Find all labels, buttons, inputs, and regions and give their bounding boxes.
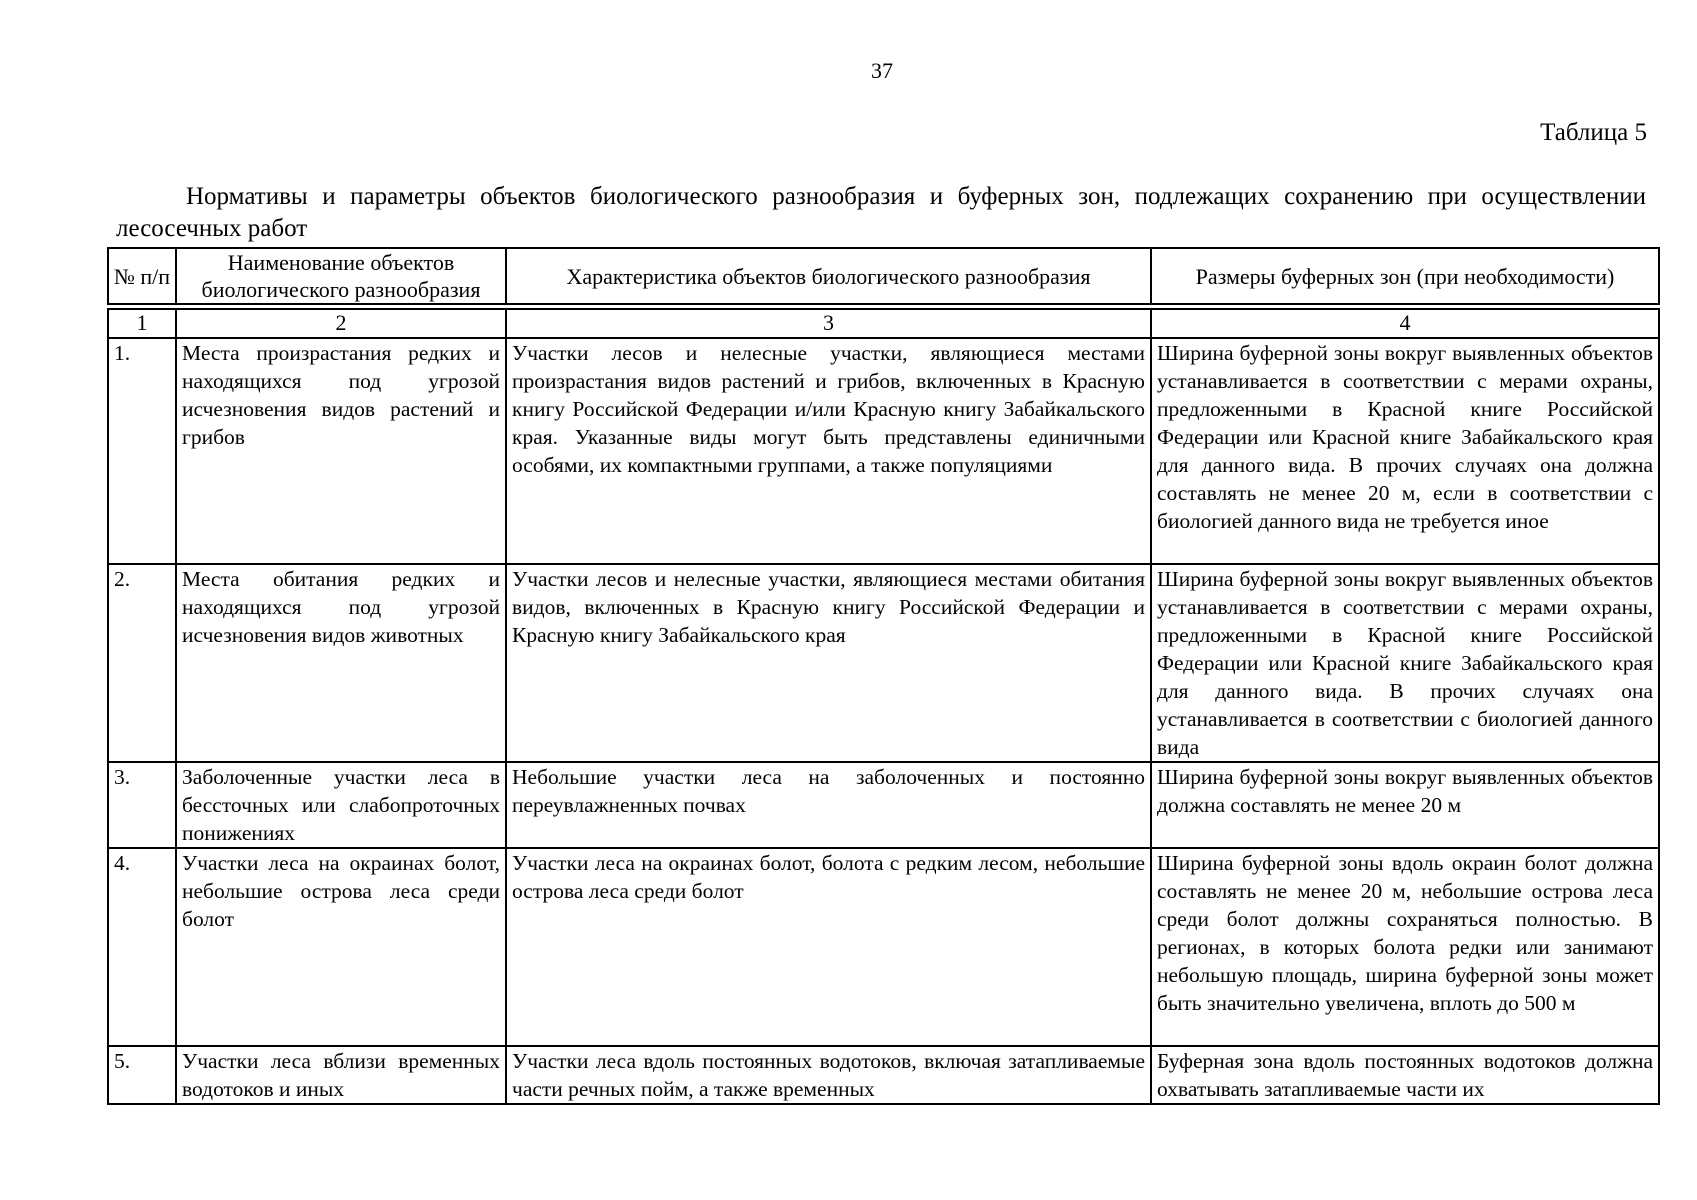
column-number-row [108,309,1659,338]
header-characteristic: Характеристика объектов биологического разнообразия [506,248,1151,304]
row-number: 5. [108,1046,176,1104]
buffer-zone-size: Ширина буферной зоны вокруг выявленных объектов должна составлять не менее 20 м [1151,762,1659,848]
row-number: 1. [108,338,176,564]
row-number: 3. [108,762,176,848]
table-row [108,338,1659,564]
table-row [108,762,1659,848]
row-number: 2. [108,564,176,762]
column-number: 4 [1151,309,1659,338]
object-characteristic: Участки лесов и нелесные участки, являющиеся местами произрастания видов растений и грибов, включенных в Красную книгу Российской Федерации и/или Красную книгу Забайкальского края. Указанные виды могут быть представлены единичными особями, их компактными группами, а также популяциями [506,338,1151,564]
buffer-zone-size: Ширина буферной зоны вокруг выявленных объектов устанавливается в соответствии с мерами охраны, предложенными в Красной книге Российской Федерации или Красной книге Забайкальского края для данного вида. В прочих случаях она устанавливается в соответствии с биологией данного вида [1151,564,1659,762]
object-name: Заболоченные участки леса в бессточных или слабопроточных понижениях [176,762,506,848]
object-characteristic: Небольшие участки леса на заболоченных и постоянно переувлажненных почвах [506,762,1151,848]
object-characteristic: Участки леса вдоль постоянных водотоков, включая затапливаемые части речных пойм, а также временных [506,1046,1151,1104]
table-row [108,1046,1659,1104]
document-title: Нормативы и параметры объектов биологического разнообразия и буферных зон, подлежащих сохранению при осуществлении лесосечных работ [116,183,1646,242]
table-row [108,564,1659,762]
table-header [107,247,1660,305]
row-number: 4. [108,848,176,1046]
object-characteristic: Участки лесов и нелесные участки, являющиеся местами обитания видов, включенных в Красную книгу Российской Федерации и Красную книгу Забайкальского края [506,564,1151,762]
buffer-zone-size: Ширина буферной зоны вокруг выявленных объектов устанавливается в соответствии с мерами охраны, предложенными в Красной книге Российской Федерации или Красной книге Забайкальского края для данного вида. В прочих случаях она должна составлять не менее 20 м, если в соответствии с биологией данного вида не требуется иное [1151,338,1659,564]
table-row [108,848,1659,1046]
buffer-zone-size: Буферная зона вдоль постоянных водотоков должна охватывать затапливаемые части их [1151,1046,1659,1104]
column-number: 2 [176,309,506,338]
header-row [108,248,1659,304]
header-number: № п/п [108,248,176,304]
data-table [107,308,1660,1105]
object-name: Участки леса на окраинах болот, небольшие острова леса среди болот [176,848,506,1046]
object-characteristic: Участки леса на окраинах болот, болота с редким лесом, небольшие острова леса среди болот [506,848,1151,1046]
header-buffer-size: Размеры буферных зон (при необходимости) [1151,248,1659,304]
page-number: 37 [871,58,893,83]
column-number: 1 [108,309,176,338]
header-name: Наименование объектов биологического разнообразия [176,248,506,304]
object-name: Места произрастания редких и находящихся под угрозой исчезновения видов растений и грибов [176,338,506,564]
object-name: Участки леса вблизи временных водотоков и иных [176,1046,506,1104]
object-name: Места обитания редких и находящихся под угрозой исчезновения видов животных [176,564,506,762]
buffer-zone-size: Ширина буферной зоны вдоль окраин болот должна составлять не менее 20 м, небольшие острова леса среди болот должны сохраняться полностью. В регионах, в которых болота редки или занимают небольшую площадь, ширина буферной зоны может быть значительно увеличена, вплоть до 500 м [1151,848,1659,1046]
column-number: 3 [506,309,1151,338]
table-caption: Таблица 5 [1540,119,1647,146]
